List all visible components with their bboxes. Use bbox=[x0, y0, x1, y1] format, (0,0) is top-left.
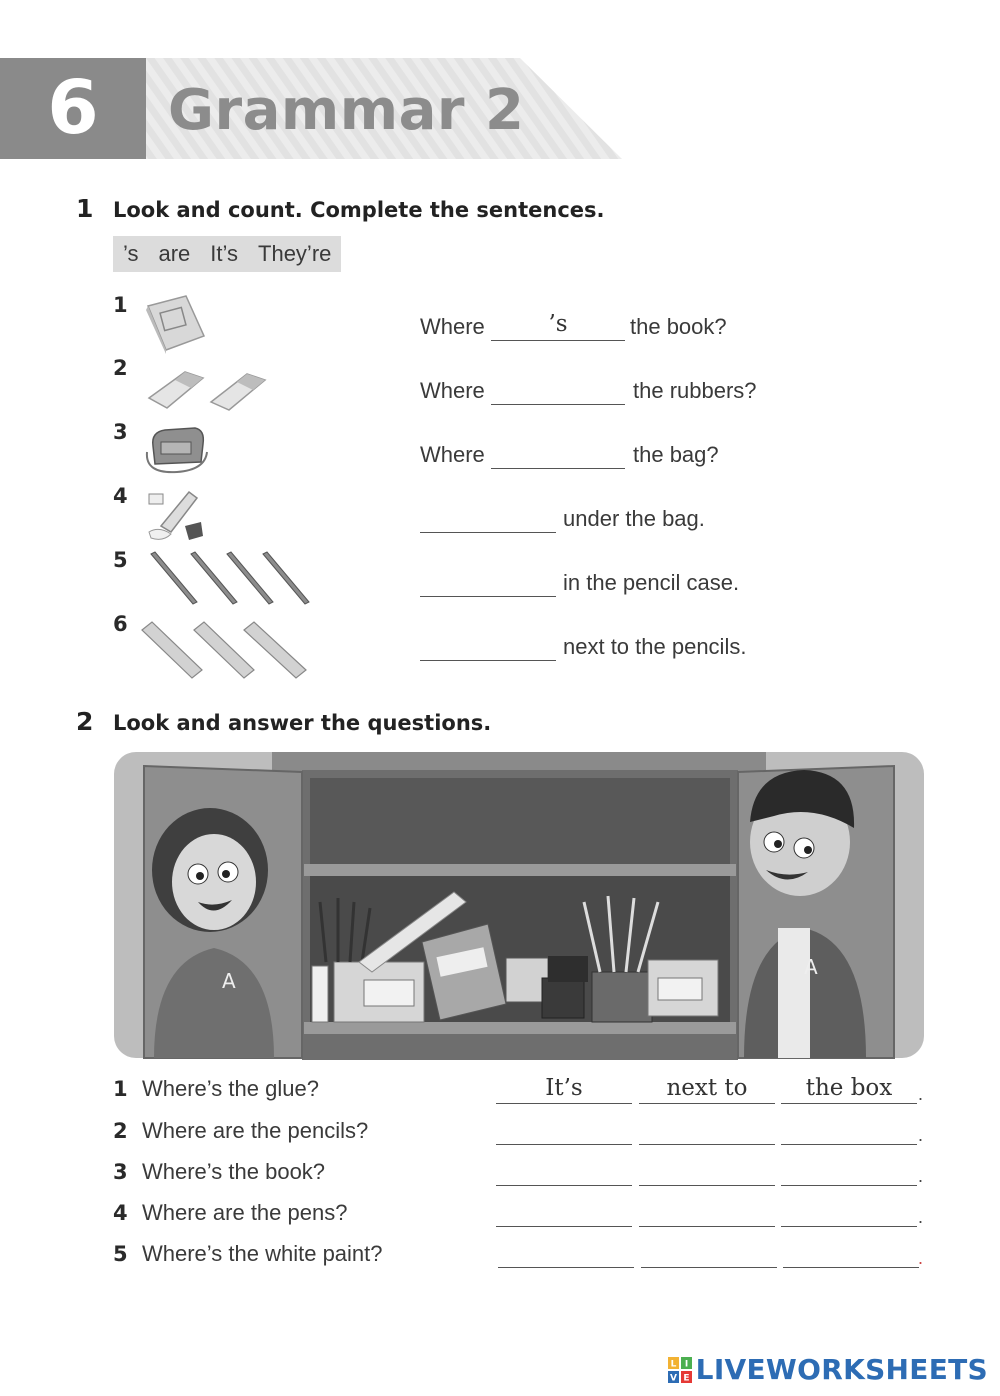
full-stop: . bbox=[918, 1166, 924, 1186]
answer-blank[interactable] bbox=[781, 1144, 917, 1145]
liveworksheets-logo-icon bbox=[668, 1357, 692, 1383]
sentence-1-answer[interactable]: ’s bbox=[548, 311, 568, 337]
logo-letter: V bbox=[669, 1373, 677, 1383]
logo-letter: L bbox=[670, 1359, 677, 1369]
bag-icon bbox=[143, 422, 211, 478]
question-number: 5 bbox=[113, 1242, 128, 1266]
svg-text:A: A bbox=[804, 955, 818, 979]
svg-text:A: A bbox=[222, 969, 236, 993]
answer-blank[interactable] bbox=[496, 1144, 632, 1145]
question-text: Where’s the book? bbox=[142, 1159, 326, 1184]
answer-blank[interactable] bbox=[420, 532, 556, 533]
answer-blank[interactable] bbox=[491, 404, 625, 405]
question-number: 1 bbox=[113, 1077, 128, 1101]
exercise-2-instruction: Look and answer the questions. bbox=[113, 711, 492, 735]
sentence-1-after: the book? bbox=[630, 314, 727, 339]
item-number: 1 bbox=[113, 293, 128, 317]
glue-icon bbox=[145, 486, 207, 544]
answer-blank[interactable] bbox=[641, 1267, 777, 1268]
book-icon bbox=[142, 292, 208, 354]
word-bank-item: are bbox=[158, 241, 191, 266]
sentence-1-before: Where bbox=[420, 314, 485, 339]
answer-blank[interactable] bbox=[639, 1226, 775, 1227]
rulers-icon bbox=[140, 614, 310, 680]
sentence-3-before: Where bbox=[420, 442, 485, 467]
answer-blank[interactable] bbox=[491, 468, 625, 469]
item-number: 6 bbox=[113, 612, 128, 636]
item-number: 2 bbox=[113, 356, 128, 380]
answer-blank[interactable] bbox=[783, 1267, 919, 1268]
answer-blank[interactable] bbox=[491, 340, 625, 341]
brand-name: LIVEWORKSHEETS bbox=[695, 1353, 988, 1386]
item-number: 5 bbox=[113, 548, 128, 572]
answer-blank[interactable] bbox=[498, 1267, 634, 1268]
sentence-2-before: Where bbox=[420, 378, 485, 403]
full-stop: . bbox=[918, 1125, 924, 1145]
word-bank-item: ’s bbox=[123, 241, 139, 266]
answer-blank[interactable] bbox=[781, 1185, 917, 1186]
exercise-1-number: 1 bbox=[76, 194, 94, 223]
logo-letter: E bbox=[683, 1373, 690, 1383]
answer-blank[interactable] bbox=[639, 1144, 775, 1145]
exercise-1-instruction: Look and count. Complete the sentences. bbox=[113, 198, 605, 222]
sentence-5-after: in the pencil case. bbox=[563, 570, 740, 595]
answer-blank[interactable] bbox=[420, 660, 556, 661]
sentence-3-after: the bag? bbox=[633, 442, 719, 467]
sentence-4-after: under the bag. bbox=[563, 506, 705, 531]
logo-letter: I bbox=[684, 1359, 688, 1369]
question-text: Where are the pens? bbox=[142, 1200, 348, 1225]
word-bank bbox=[113, 236, 341, 272]
answer-text[interactable]: next to bbox=[666, 1075, 748, 1101]
liveworksheets-logo bbox=[668, 1353, 988, 1386]
answer-text[interactable]: It’s bbox=[545, 1075, 583, 1101]
answer-blank[interactable] bbox=[781, 1226, 917, 1227]
cupboard-illustration bbox=[114, 752, 924, 1060]
sentence-6-after: next to the pencils. bbox=[563, 634, 747, 659]
answer-blank[interactable] bbox=[420, 596, 556, 597]
item-number: 3 bbox=[113, 420, 128, 444]
question-number: 2 bbox=[113, 1119, 128, 1143]
answer-blank[interactable] bbox=[781, 1103, 917, 1104]
answer-text[interactable]: the box bbox=[805, 1075, 893, 1101]
answer-blank[interactable] bbox=[639, 1103, 775, 1104]
full-stop: . bbox=[918, 1084, 924, 1104]
item-number: 4 bbox=[113, 484, 128, 508]
question-text: Where’s the glue? bbox=[142, 1076, 319, 1101]
page-title: Grammar 2 bbox=[168, 78, 525, 143]
question-number: 3 bbox=[113, 1160, 128, 1184]
answer-blank[interactable] bbox=[496, 1226, 632, 1227]
full-stop: . bbox=[918, 1207, 924, 1227]
answer-blank[interactable] bbox=[639, 1185, 775, 1186]
question-text: Where are the pencils? bbox=[142, 1118, 369, 1143]
question-number: 4 bbox=[113, 1201, 128, 1225]
word-bank-item: It’s bbox=[210, 241, 239, 266]
pencils-icon bbox=[145, 548, 313, 608]
answer-blank[interactable] bbox=[496, 1185, 632, 1186]
question-text: Where’s the white paint? bbox=[142, 1241, 383, 1266]
sentence-2-after: the rubbers? bbox=[633, 378, 757, 403]
answer-blank[interactable] bbox=[496, 1103, 632, 1104]
unit-number: 6 bbox=[47, 65, 99, 151]
full-stop: . bbox=[918, 1248, 924, 1268]
word-bank-item: They’re bbox=[258, 241, 332, 266]
exercise-2-number: 2 bbox=[76, 707, 94, 736]
rubbers-icon bbox=[145, 364, 267, 414]
